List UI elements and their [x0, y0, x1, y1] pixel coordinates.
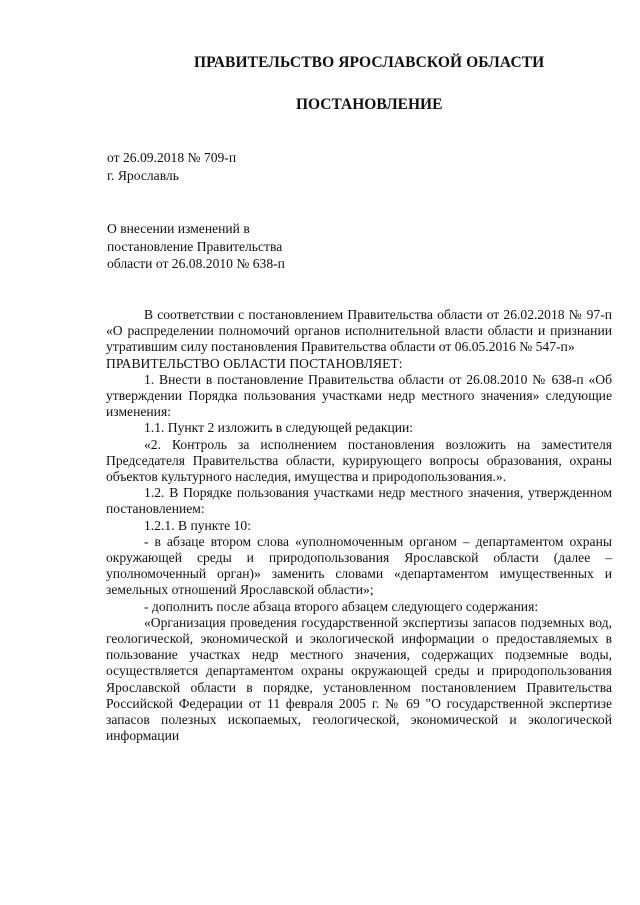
paragraph-preamble: В соответствии с постановлением Правительства области от 26.02.2018 № 97-п «О распределении полномочий органов исполнительной власти области и признании утратившим силу постановления Правительства области от 06.05.2016 № 547-п» [106, 307, 612, 355]
subject-line: О внесении изменений в [107, 221, 250, 236]
subject-line: постановление Правительства [107, 238, 283, 254]
paragraph-amendment-2: - дополнить после абзаца второго абзацем следующего содержания: [144, 598, 539, 614]
paragraph-item-1-2-1: 1.2.1. В пункте 10: [144, 517, 251, 533]
government-title: ПРАВИТЕЛЬСТВО ЯРОСЛАВСКОЙ ОБЛАСТИ [194, 54, 545, 71]
paragraph-item-1-1: 1.1. Пункт 2 изложить в следующей редакции: [144, 420, 414, 436]
document-meta [107, 149, 236, 185]
paragraph-new-text: «Организация проведения государственной экспертизы запасов подземных вод, геологической, экономической и экологической информации о предоставляемых в пользование участках недр местного значения, содержащих подземные воды, осуществляется департаментом охраны окружающей среды и природопользования Ярославской области в порядке, установленном постановлением Правительства Российской Федерации от 11 февраля 2005 г. № 69 "О государственной экспертизе запасов полезных ископаемых, геологической, экономической и экологической информации [106, 614, 612, 744]
paragraph-item-1: 1. Внести в постановление Правительства области от 26.08.2010 № 638-п «Об утверждении Порядка пользования участками недр местного значения» следующие изменения: [106, 371, 612, 420]
paragraph-item-1-1-quote: «2. Контроль за исполнением постановления возложить на заместителя Председателя Правительства области, курирующего вопросы образования, охраны объектов культурного наследия, имущества и природопользования.». [106, 436, 612, 485]
paragraph-amendment-1: - в абзаце втором слова «уполномоченным органом – департаментом охраны окружающей среды и природопользования Ярославской области (далее – уполномоченный орган)» заменить словами «департаментом имущественных и земельных отношений Ярославской области»; [106, 533, 612, 598]
subject-line: области от 26.08.2010 № 638-п [107, 256, 285, 271]
document-body [106, 307, 612, 744]
city: г. Ярославль [107, 168, 179, 183]
paragraph-resolves: ПРАВИТЕЛЬСТВО ОБЛАСТИ ПОСТАНОВЛЯЕТ: [106, 355, 403, 371]
document-type-heading: ПОСТАНОВЛЕНИЕ [296, 96, 443, 113]
document-subject [107, 220, 285, 273]
date-and-number: от 26.09.2018 № 709-п [107, 150, 237, 165]
paragraph-item-1-2: 1.2. В Порядке пользования участками недр местного значения, утвержденном постановлением: [106, 485, 612, 517]
